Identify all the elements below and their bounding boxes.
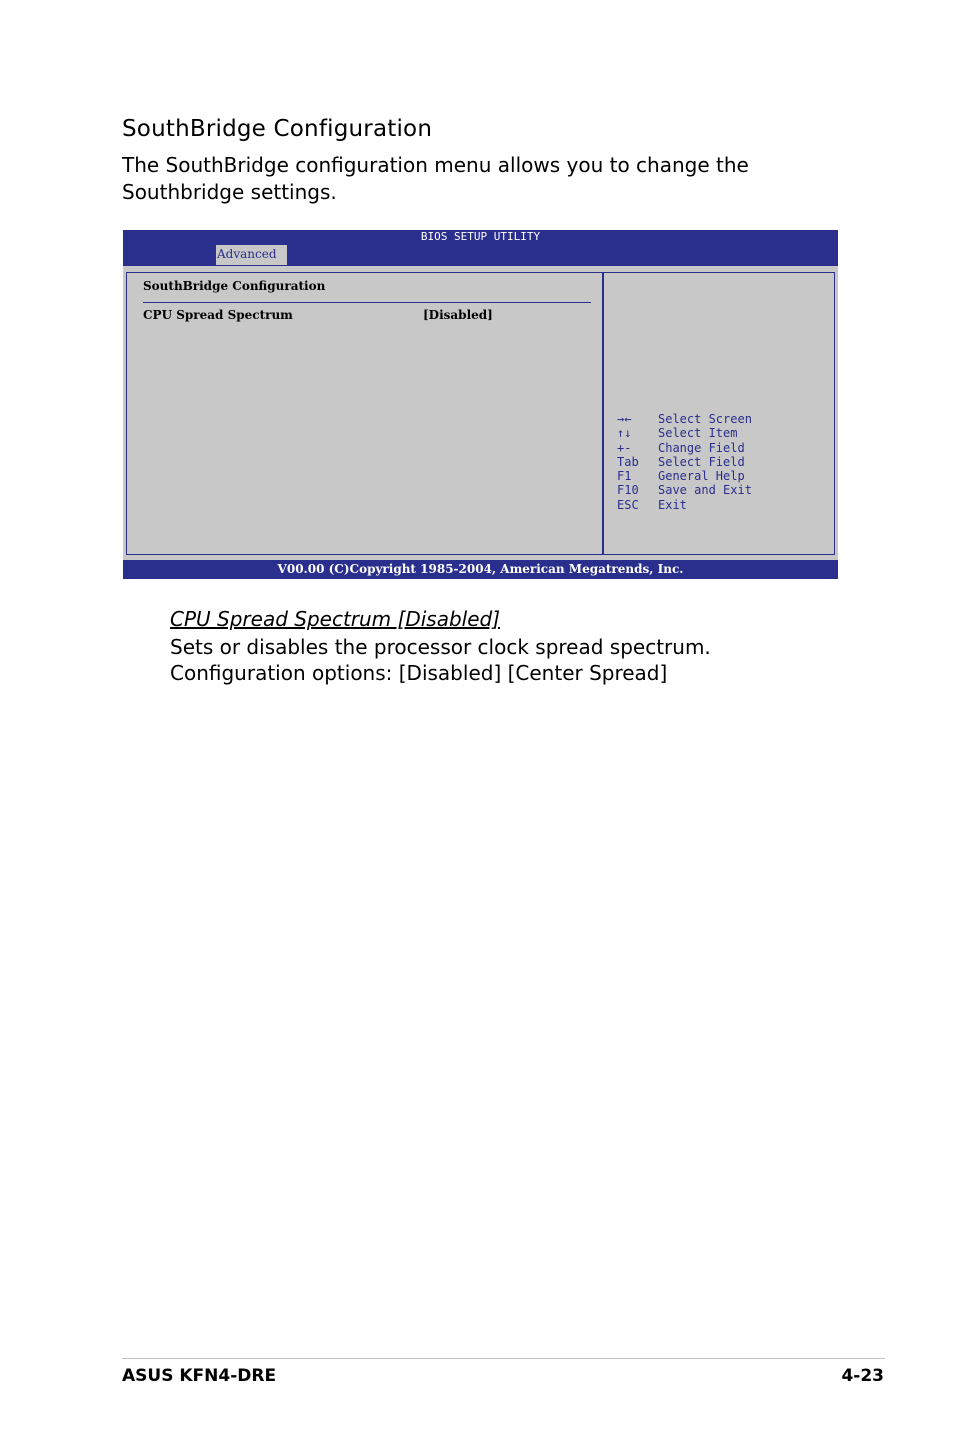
key-action: Select Item — [658, 426, 738, 441]
bios-title: BIOS SETUP UTILITY — [420, 230, 541, 243]
option-description-line: Configuration options: [Disabled] [Center Spread] — [170, 661, 668, 685]
option-description — [170, 634, 711, 686]
key-row — [617, 441, 752, 455]
footer-product: ASUS KFN4-DRE — [122, 1366, 277, 1386]
key-action: Exit — [658, 497, 687, 512]
cpu-spread-spectrum-item[interactable]: CPU Spread Spectrum — [143, 308, 293, 322]
key-name: +- — [617, 440, 632, 455]
cpu-spread-spectrum-value[interactable]: [Disabled] — [423, 308, 493, 322]
bios-screen — [123, 230, 838, 579]
section-title: SouthBridge Configuration — [122, 116, 433, 142]
key-action: Change Field — [658, 440, 745, 455]
footer-divider — [122, 1358, 885, 1359]
key-action: General Help — [658, 469, 745, 484]
bios-title-bar — [123, 230, 838, 266]
key-row — [617, 469, 752, 483]
arrows-lr-icon: →← — [617, 412, 632, 426]
key-name: Tab — [617, 454, 639, 469]
key-action: Select Field — [658, 454, 745, 469]
key-action: Select Screen — [658, 412, 752, 426]
key-legend — [617, 412, 752, 512]
key-row — [617, 483, 752, 497]
section-intro: The SouthBridge configuration menu allows you to change the Southbridge settings. — [122, 153, 749, 204]
key-row — [617, 498, 752, 512]
panel-divider — [143, 302, 591, 303]
option-title: CPU Spread Spectrum [Disabled] — [170, 607, 501, 631]
tab-advanced-label: Advanced — [217, 247, 277, 261]
key-name: F1 — [617, 469, 632, 484]
bios-status-bar — [123, 560, 838, 579]
settings-panel — [126, 272, 603, 555]
key-row — [617, 455, 752, 469]
arrows-ud-icon: ↑↓ — [617, 426, 632, 441]
key-row — [617, 426, 752, 440]
panel-heading: SouthBridge Configuration — [143, 279, 326, 293]
tab-advanced[interactable] — [216, 245, 287, 265]
option-description-line: Sets or disables the processor clock spread spectrum. — [170, 635, 711, 659]
key-name: ESC — [617, 497, 639, 512]
help-panel — [603, 272, 835, 555]
footer-page-number: 4-23 — [841, 1366, 884, 1386]
key-action: Save and Exit — [658, 483, 752, 498]
key-row — [617, 412, 752, 426]
key-name: F10 — [617, 483, 639, 498]
bios-copyright: V00.00 (C)Copyright 1985-2004, American Megatrends, Inc. — [277, 562, 684, 576]
